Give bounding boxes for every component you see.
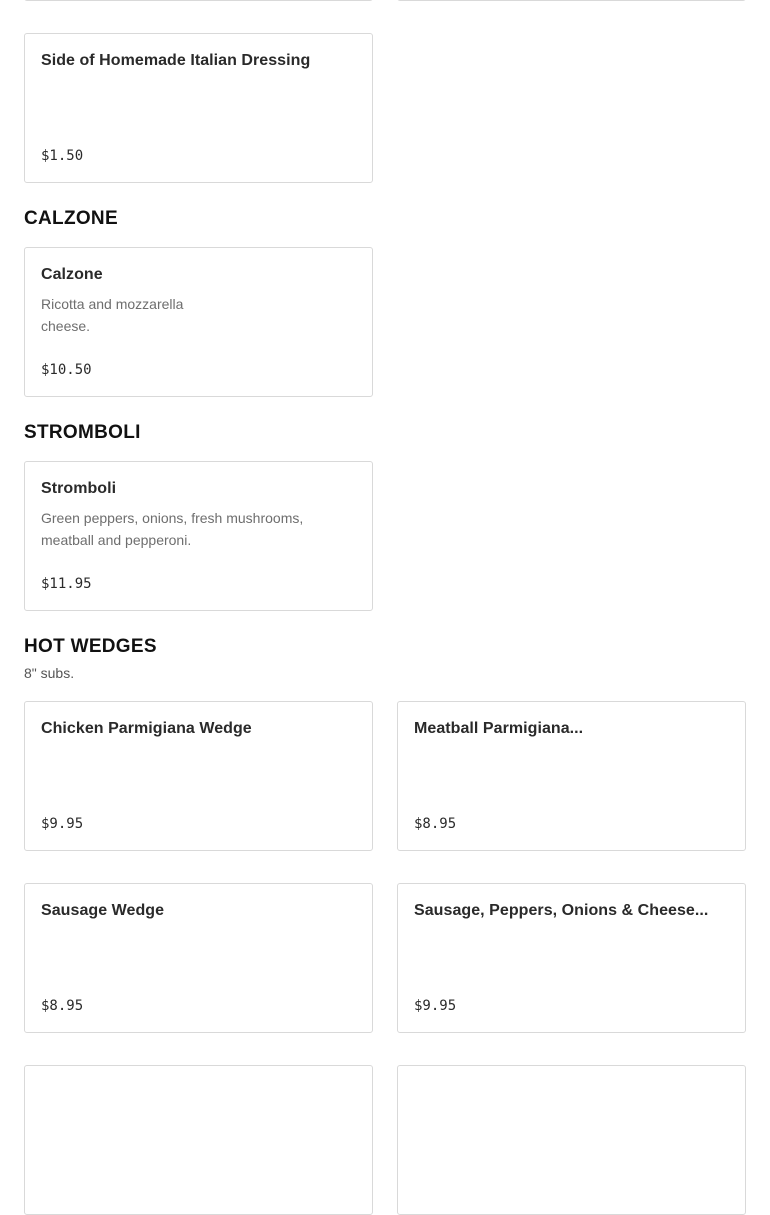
menu-item-name: Sausage Wedge bbox=[41, 902, 165, 919]
menu-item-name: Sausage, Peppers, Onions & Cheese... bbox=[414, 902, 709, 919]
menu-item-name: Chicken Parmigiana Wedge bbox=[41, 720, 252, 737]
menu-item-price: $9.95 bbox=[414, 998, 457, 1014]
menu-item-price: $10.50 bbox=[41, 362, 92, 378]
menu-item-name: Stromboli bbox=[41, 480, 117, 497]
menu-item-price: $9.95 bbox=[41, 816, 84, 832]
menu-item-card-partial[interactable] bbox=[397, 0, 746, 1]
menu-item-price: $8.95 bbox=[414, 816, 457, 832]
menu-item-description: Ricotta and mozzarella cheese. bbox=[41, 296, 184, 334]
menu-item-price: $11.95 bbox=[41, 576, 92, 592]
menu-item-card-partial[interactable] bbox=[24, 0, 373, 1]
menu-item-card[interactable] bbox=[397, 701, 746, 851]
section-title: STROMBOLI bbox=[24, 422, 141, 443]
menu-item-price: $1.50 bbox=[41, 148, 84, 164]
menu-item-price: $8.95 bbox=[41, 998, 84, 1014]
menu-item-card[interactable] bbox=[397, 883, 746, 1033]
menu-item-name: Calzone bbox=[41, 266, 103, 283]
menu-item-card-partial[interactable] bbox=[397, 1065, 746, 1215]
menu-item-name: Meatball Parmigiana... bbox=[414, 720, 584, 737]
menu-item-card[interactable] bbox=[24, 701, 373, 851]
menu-item-card[interactable] bbox=[24, 461, 373, 611]
menu-item-name: Side of Homemade Italian Dressing bbox=[41, 52, 311, 69]
menu-item-description: Green peppers, onions, fresh mushrooms, meatball and pepperoni. bbox=[41, 510, 304, 548]
menu-item-card-partial[interactable] bbox=[24, 1065, 373, 1215]
menu-item-card[interactable] bbox=[24, 883, 373, 1033]
section-subtitle: 8" subs. bbox=[24, 665, 75, 681]
section-title: HOT WEDGES bbox=[24, 636, 157, 657]
menu-item-card[interactable] bbox=[24, 247, 373, 397]
menu-item-card[interactable] bbox=[24, 33, 373, 183]
section-title: CALZONE bbox=[24, 208, 118, 229]
